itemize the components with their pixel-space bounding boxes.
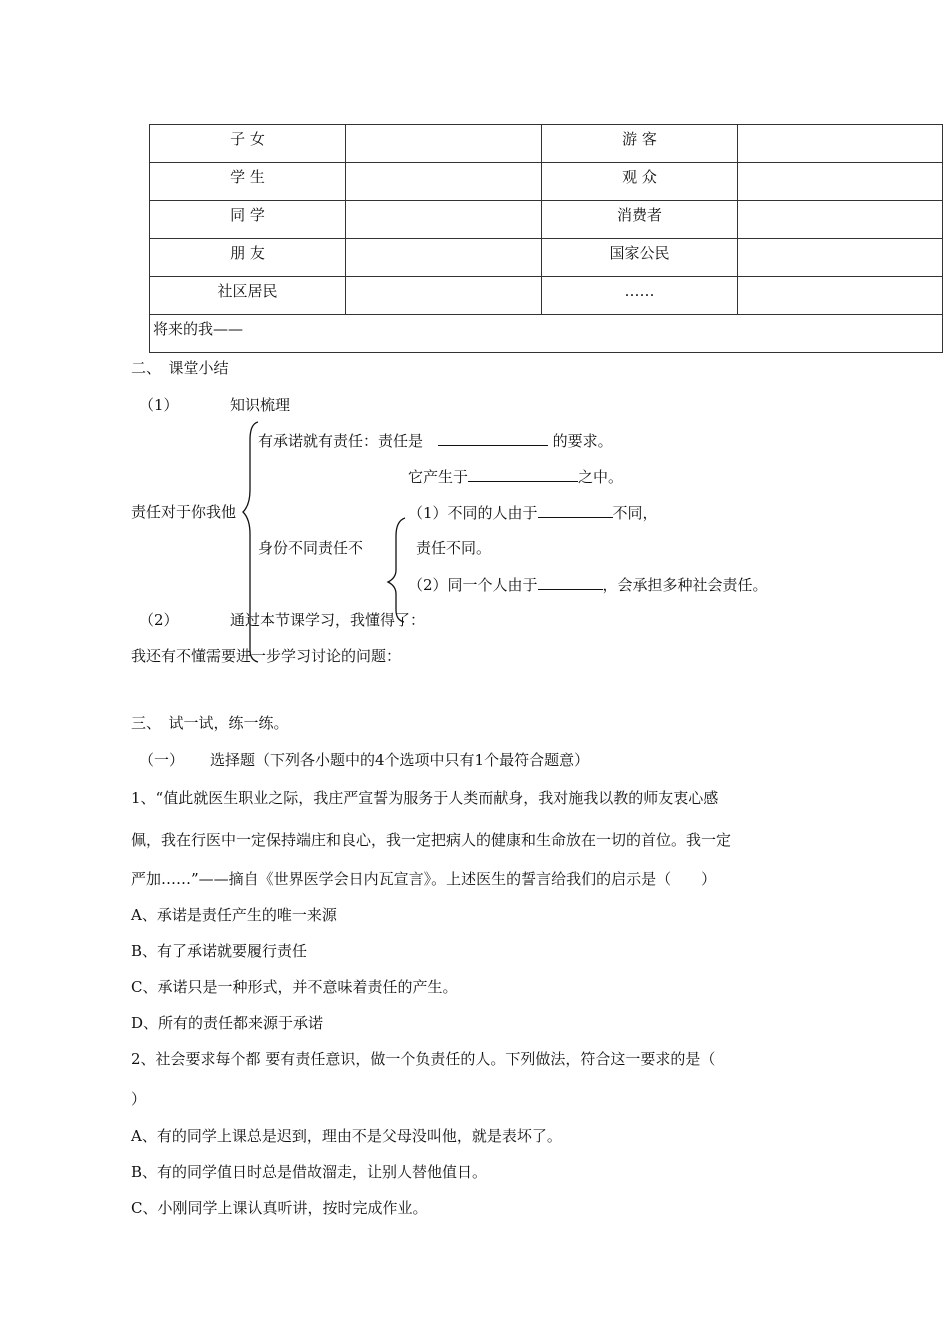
question-line: 1、“值此就医生职业之际，我庄严宣誓为服务于人类而献身，我对施我以教的师友衷心感 <box>131 789 719 807</box>
role-cell: 社区居民 <box>150 277 346 315</box>
outline-sub-text: （1）不同的人由于 不同， <box>408 504 658 522</box>
role-cell: 学 生 <box>150 163 346 201</box>
question-line: 2、社会要求每个都 要有责任意识，做一个负责任的人。下列做法，符合这一要求的是（ <box>131 1050 716 1068</box>
answer-option[interactable]: C、承诺只是一种形式，并不意味着责任的产生。 <box>131 978 458 996</box>
outline-sub-text: （2）同一个人由于 ，会承担多种社会责任。 <box>408 576 768 594</box>
outline-branch-text: 身份不同责任不 <box>258 539 364 557</box>
role-cell: 朋 友 <box>150 239 346 277</box>
item-number: （1） <box>139 396 179 414</box>
answer-option[interactable]: A、承诺是责任产生的唯一来源 <box>131 906 337 924</box>
role-cell: 游 客 <box>542 125 738 163</box>
item-number: （2） <box>139 611 179 629</box>
role-cell: 同 学 <box>150 201 346 239</box>
fill-blank[interactable] <box>468 466 578 482</box>
item-text: 通过本节课学习，我懂得了： <box>230 611 426 629</box>
future-self-row: 将来的我—— <box>150 315 943 353</box>
answer-option[interactable]: C、小刚同学上课认真听讲，按时完成作业。 <box>131 1199 428 1217</box>
question-line: 严加……”——摘自《世界医学会日内瓦宣言》。上述医生的誓言给我们的启示是（ ） <box>131 870 717 888</box>
question-line: 佩，我在行医中一定保持端庄和良心，我一定把病人的健康和生命放在一切的首位。我一定 <box>131 831 732 849</box>
question-line: ） <box>131 1090 147 1108</box>
outline-sub-text: 责任不同。 <box>416 539 492 557</box>
outline-branch-text: 有承诺就有责任：责任是 的要求。 <box>258 432 613 450</box>
fill-blank[interactable] <box>538 574 603 590</box>
section-heading: 三、 试一试，练一练。 <box>131 714 289 732</box>
role-cell: 国家公民 <box>542 239 738 277</box>
role-cell: 观 众 <box>542 163 738 201</box>
answer-option[interactable]: A、有的同学上课总是迟到，理由不是父母没叫他，就是表坏了。 <box>131 1127 562 1145</box>
section-heading: 二、 课堂小结 <box>131 359 229 377</box>
answer-option[interactable]: B、有了承诺就要履行责任 <box>131 942 308 960</box>
item-text: 我还有不懂需要进一步学习讨论的问题： <box>131 647 402 665</box>
item-title: 知识梳理 <box>230 396 291 414</box>
item-number: （一） <box>139 751 185 769</box>
item-title: 选择题（下列各小题中的4个选项中只有1个最符合题意） <box>210 751 590 769</box>
answer-option[interactable]: D、所有的责任都来源于承诺 <box>131 1014 324 1032</box>
outline-branch-text: 它产生于 之中。 <box>408 468 624 486</box>
fill-blank[interactable] <box>538 502 613 518</box>
role-cell: 子 女 <box>150 125 346 163</box>
role-cell: 消费者 <box>542 201 738 239</box>
fill-blank[interactable] <box>438 430 548 446</box>
role-cell: …… <box>542 277 738 315</box>
outline-root: 责任对于你我他 <box>131 503 237 521</box>
answer-option[interactable]: B、有的同学值日时总是借故溜走，让别人替他值日。 <box>131 1163 488 1181</box>
